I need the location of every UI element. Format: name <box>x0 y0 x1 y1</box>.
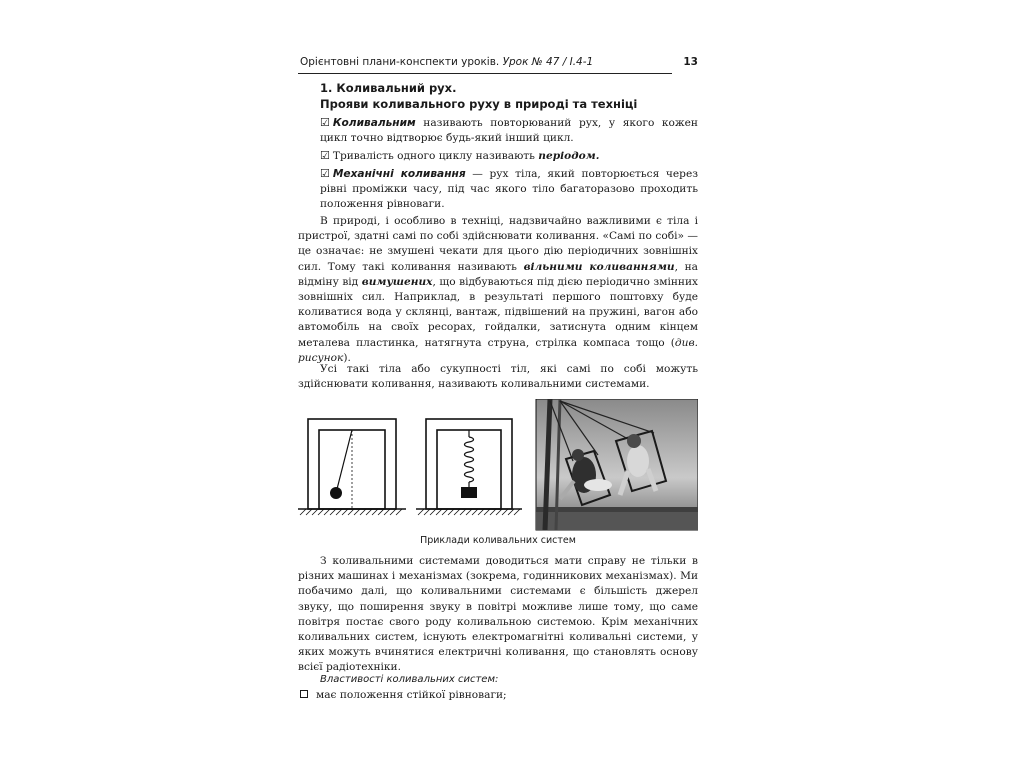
square-bullet-icon <box>300 690 308 698</box>
heading-line-2: Прояви коливального руху в природі та техніці <box>320 97 638 111</box>
properties-caption: Властивості коливальних систем: <box>320 674 499 685</box>
definition-oscillatory <box>320 115 698 146</box>
definition-term: періодом. <box>538 150 600 162</box>
book-page <box>298 52 698 701</box>
pendulum-diagram <box>298 419 406 515</box>
definition-text: називають повторюваний рух, у якого кожен цикл точно відтворює будь-який інший цикл. <box>320 117 698 145</box>
paragraph-oscillating-systems: Усі такі тіла або сукупності тіл, які самі по собі можуть здійснювати коливання, називають коливальними системами. <box>298 363 698 391</box>
definition-text: — рух тіла, який повторюється через рівні проміжки часу, під час якого тіло багаторазово проходить положення рівноваги. <box>320 168 698 211</box>
checkbox-icon: ☑ <box>320 116 330 129</box>
definition-term: Коливальним <box>332 117 416 129</box>
figure-illustrations <box>298 399 698 531</box>
properties-list-item: має положення стійкої рівноваги; <box>298 688 698 703</box>
running-head-text: Орієнтовні плани-конспекти уроків. Урок № 47 / І.4-1 <box>300 56 594 68</box>
page-number: 13 <box>683 56 698 68</box>
paragraph-applications: З коливальними системами доводиться мати справу не тільки в різних машинах і механізмах (зокрема, годинникових механізмах). Ми побачимо далі, що коливальними системами є більшість джерел звуку, що поширення звуку в повітрі можливе лише тому, що саме повітря постає свого роду коливальною системою. Крім механічних коливальних систем, існують електромагнітні коливальні системи, у яких можуть вчинятися електричні коливання, що становлять основу всієї радіотехніки. <box>298 555 698 674</box>
header-rule <box>298 73 672 74</box>
running-head <box>298 52 698 72</box>
spring-mass-diagram <box>416 419 522 515</box>
heading-line-1: 1. Коливальний рух. <box>320 81 457 95</box>
section-heading <box>320 80 700 112</box>
paragraph-free-oscillations: В природі, і особливо в техніці, надзвичайно важливими є тіла і пристрої, здатні самі по собі здійснювати коливання. «Самі по собі» — це означає: не змушені чекати для цього дію періодичних зовнішніх сил. Тому такі коливання називають вільними коливаннями, на відміну від вимушених, що відбуваються під дією періодично змінних зовнішніх сил. Наприклад, в результаті першого поштовху буде коливатися вода у склянці, вантаж, підвішений на пружині, вагон або автомобіль на своїх ресорах, гойдалки, затиснута одним кінцем металева пластинка, натягнута струна, стрілка компаса тощо (див. рисунок). <box>298 215 698 364</box>
checkbox-icon: ☑ <box>320 149 330 162</box>
figures-row <box>298 399 698 531</box>
definition-mechanical-oscillations <box>320 166 698 213</box>
checkbox-icon: ☑ <box>320 167 330 180</box>
swing-photo <box>536 399 698 530</box>
definition-text: Тривалість одного циклу називають <box>332 150 539 162</box>
figure-caption: Приклади коливальних систем <box>420 535 576 546</box>
definition-term: Механічні коливання <box>332 168 466 180</box>
definition-period <box>320 148 698 164</box>
